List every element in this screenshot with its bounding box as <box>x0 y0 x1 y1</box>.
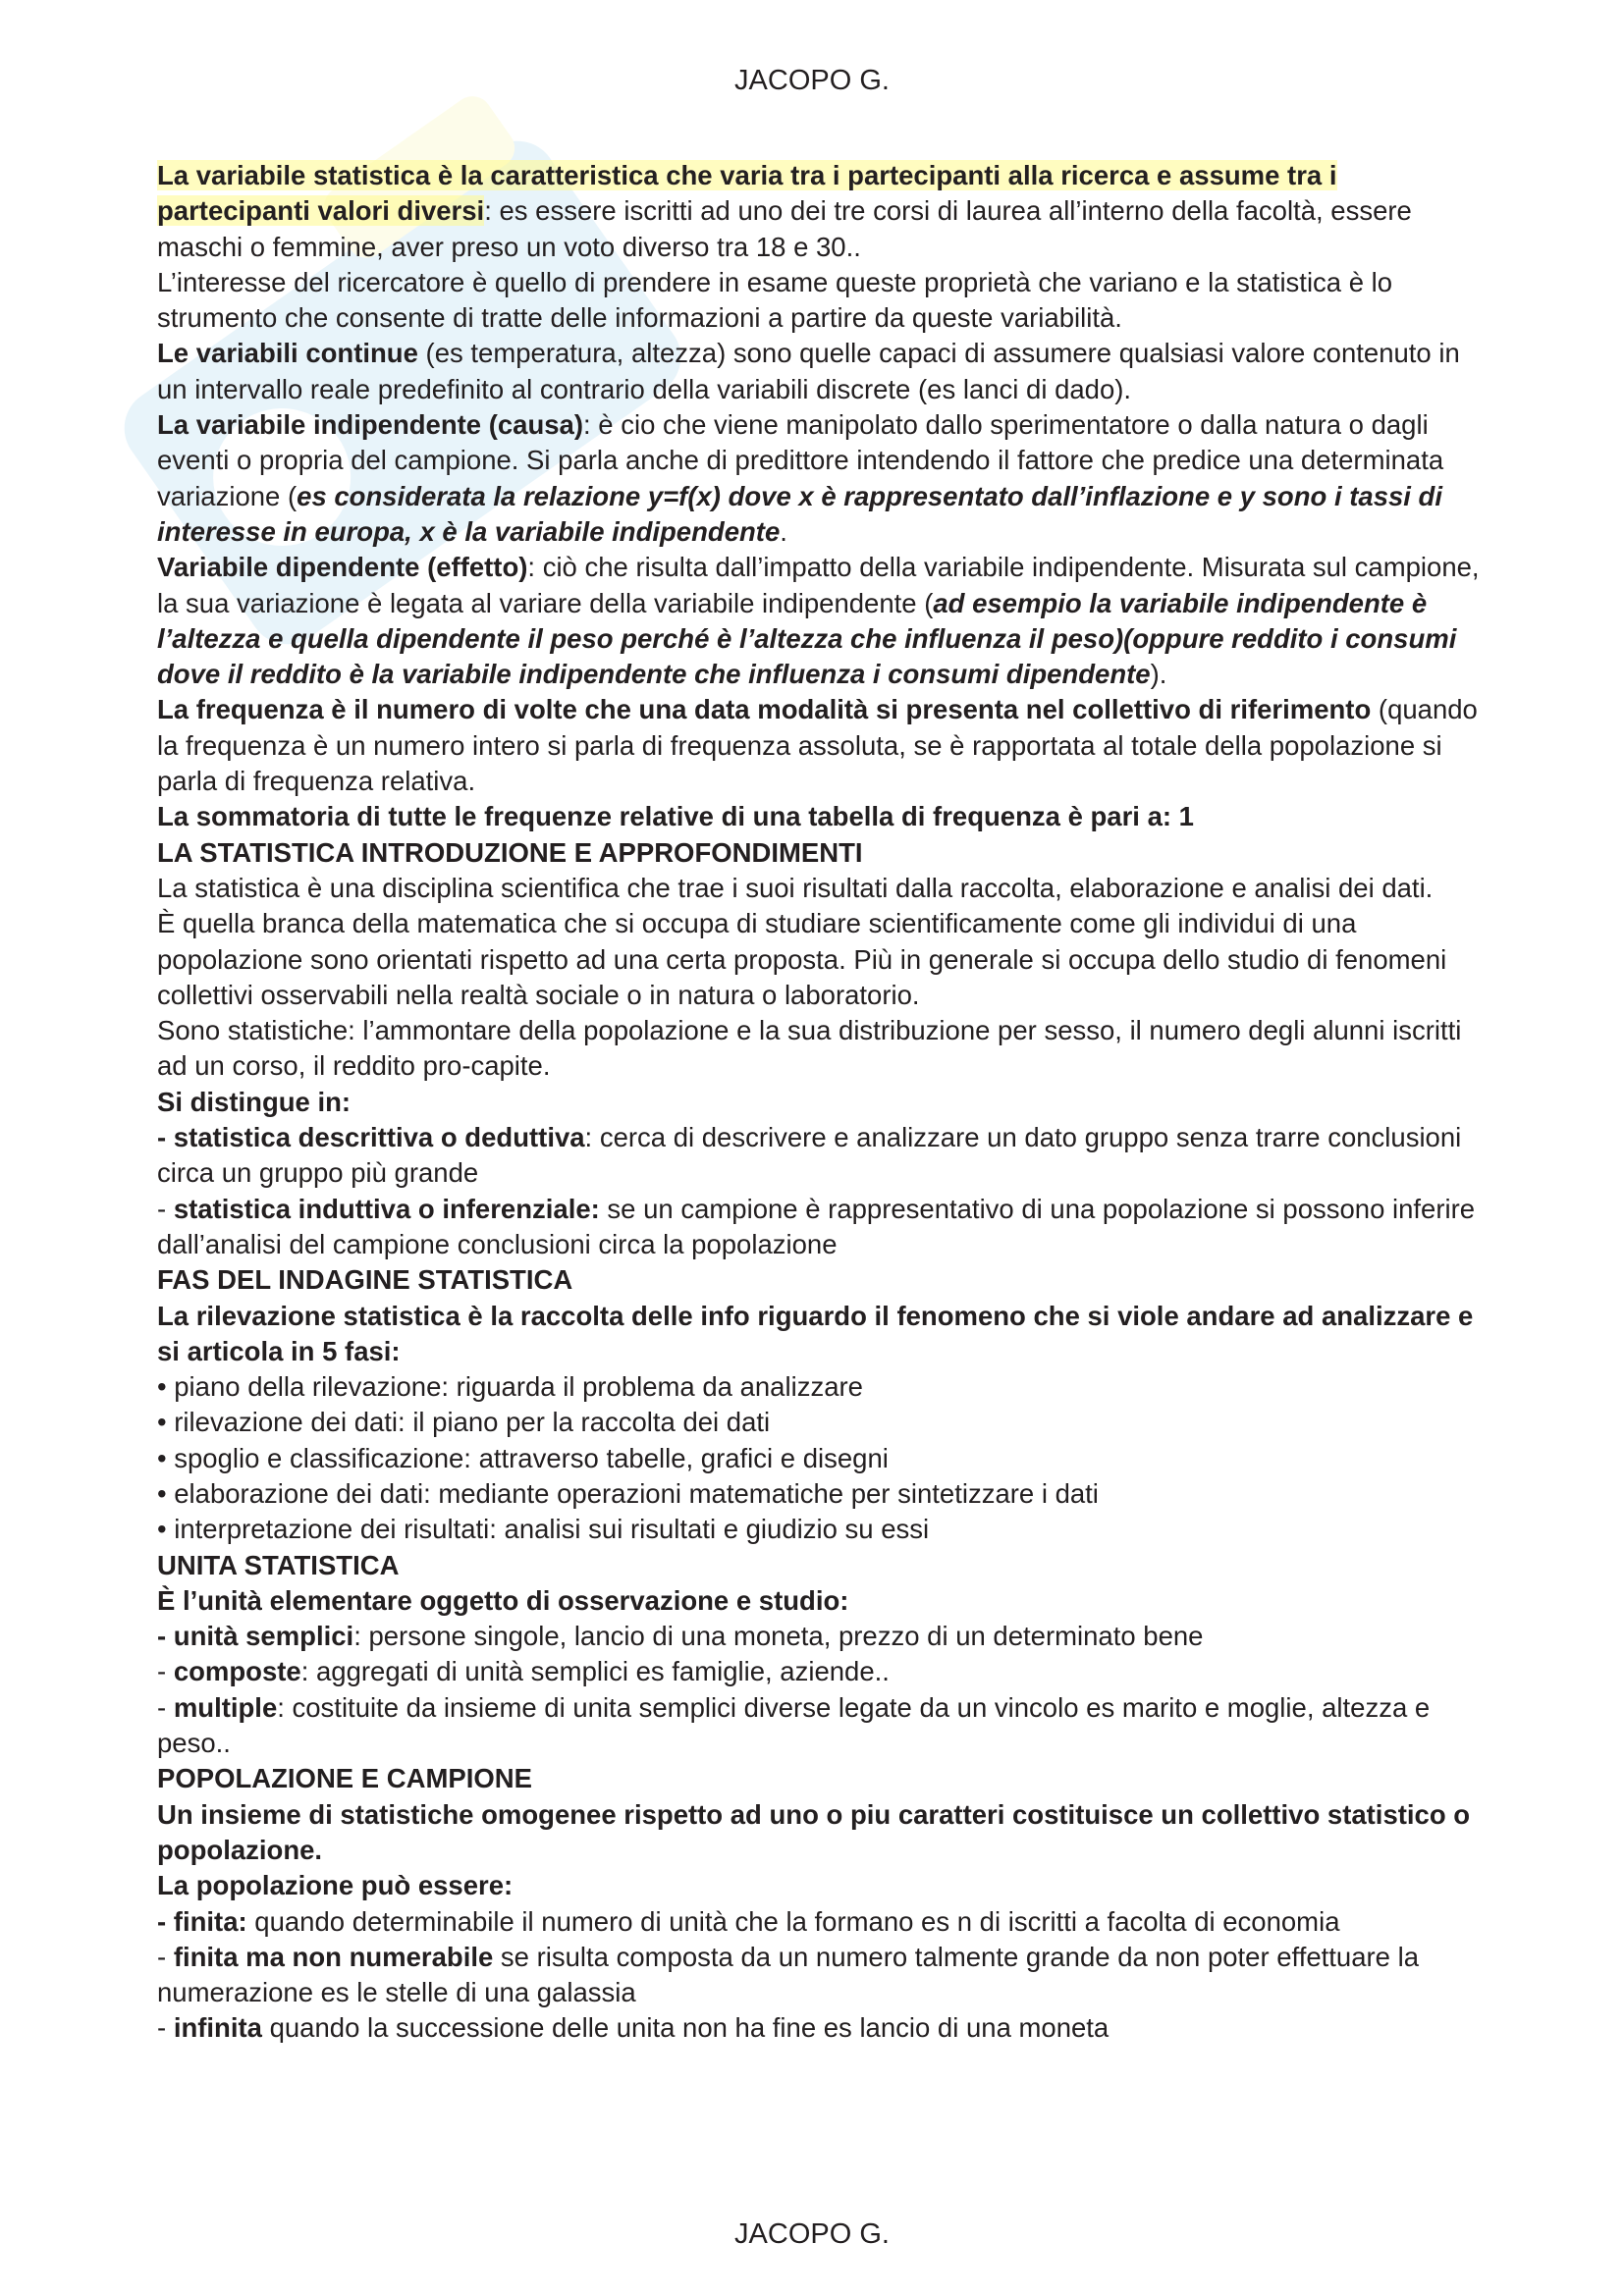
heading-text: LA STATISTICA INTRODUZIONE E APPROFONDIMENTI <box>157 836 863 868</box>
text: (es temperatura, altezza) sono quelle capaci di assumere qualsiasi valore contenuto in un intervallo reale predefinito al contrario della variabili discrete (es lanci di dado). <box>157 338 1460 404</box>
text: : cerca di descrivere e analizzare un dato gruppo senza trarre conclusioni circa un gruppo più grande <box>157 1122 1462 1189</box>
bold-text: La variabile statistica è la caratteristica che varia tra i partecipanti alla ricerca e assume tra i partecipanti valori diversi <box>157 160 1337 227</box>
bold-text: multiple <box>173 1691 278 1723</box>
text: (quando la frequenza è un numero intero si parla di frequenza assoluta, se è rapportata al totale della popolazione si parla di frequenza relativa. <box>157 694 1478 797</box>
list-item: • rilevazione dei dati: il piano per la raccolta dei dati <box>157 1407 771 1438</box>
paragraph-popolazione-puo <box>157 1868 1492 1903</box>
document-body <box>157 158 1492 2047</box>
section-heading-unita <box>157 1548 1492 1583</box>
text: : costituite da insieme di unita semplici diverse legate da un vincolo es marito e moglie, altezza e peso.. <box>157 1691 1431 1759</box>
section-heading-indagine <box>157 1262 1492 1298</box>
text: : aggregati di unità semplici es famiglie, aziende.. <box>300 1656 890 1687</box>
text: : persone singole, lancio di una moneta, prezzo di un determinato bene <box>353 1621 1204 1652</box>
paragraph-insieme <box>157 1797 1492 1869</box>
paragraph-variabile-dipendente <box>157 550 1492 692</box>
text: . <box>780 515 787 547</box>
paragraph-branca: È quella branca della matematica che si occupa di studiare scientificamente come gli individui di una popolazione sono orientati rispetto ad una certa proposta. Più in generale si occupa dello studio di fenomeni collettivi osservabili nella realtà sociale o in natura o laboratorio. <box>157 908 1447 1010</box>
text: quando determinabile il numero di unità che la formano es n di iscritti a facolta di economia <box>246 1905 1340 1937</box>
list-item: • elaborazione dei dati: mediante operazioni matematiche per sintetizzare i dati <box>157 1477 1099 1509</box>
paragraph-variabile-indipendente <box>157 407 1492 550</box>
bold-text: - statistica descrittiva o deduttiva <box>157 1122 585 1153</box>
bold-text: La rilevazione statistica è la raccolta delle info riguardo il fenomeno che si viole andare ad analizzare e si articola in 5 fasi: <box>157 1300 1474 1366</box>
heading-text: UNITA STATISTICA <box>157 1549 400 1580</box>
text: - <box>157 1193 174 1224</box>
paragraph-rilevazione <box>157 1299 1492 1370</box>
text: : ciò che risulta dall’impatto della variabile indipendente. Misurata sul campione, la sua variazione è legata al variare della variabile indipendente ( <box>157 552 1480 618</box>
text: quando la successione delle unita non ha fine es lancio di una moneta <box>261 2012 1110 2044</box>
section-heading-statistica <box>157 835 1492 871</box>
paragraph-unita-elementare <box>157 1583 1492 1619</box>
page-header: JACOPO G. <box>734 65 890 96</box>
paragraph-finita <box>157 1904 1492 1940</box>
paragraph-interesse: L’interesse del ricercatore è quello di prendere in esame queste proprietà che variano e la statistica è lo strumento che consente di tratte delle informazioni a partire da queste variabilità. <box>157 266 1393 334</box>
paragraph-infinita <box>157 2010 1492 2046</box>
bold-text: finita ma non numerabile <box>173 1941 494 1972</box>
paragraph-si-distingue <box>157 1085 1492 1120</box>
bold-text: La sommatoria di tutte le frequenze relative di una tabella di frequenza è pari a: 1 <box>157 801 1194 832</box>
bold-text: composte <box>173 1656 301 1687</box>
bold-text: infinita <box>173 2012 262 2044</box>
paragraph-variabile-statistica <box>157 158 1492 265</box>
list-item: • piano della rilevazione: riguarda il problema da analizzare <box>157 1371 863 1403</box>
page-footer: JACOPO G. <box>734 2218 890 2250</box>
bold-italic-text: ad esempio la variabile indipendente è l’altezza e quella dipendente il peso perché è l’altezza che influenza il peso)(oppure reddito i consumi dove il reddito è la variabile indipendente che influenza i consumi dipendente <box>157 587 1457 690</box>
paragraph-descrittiva <box>157 1120 1492 1192</box>
text: se risulta composta da un numero talmente grande da non poter effettuare la numerazione es le stelle di una galassia <box>157 1941 1420 2008</box>
text: - <box>157 1691 174 1723</box>
list-item: • interpretazione dei risultati: analisi sui risultati e giudizio su essi <box>157 1514 930 1545</box>
text: - <box>157 1656 174 1687</box>
paragraph-composte <box>157 1654 1492 1689</box>
list-item: • spoglio e classificazione: attraverso tabelle, grafici e disegni <box>157 1442 889 1473</box>
text: : è cio che viene manipolato dallo sperimentatore o dalla natura o dagli eventi o propria del campione. Si parla anche di predittore intendendo il fattore che predice una determinata variazione ( <box>157 409 1444 511</box>
heading-text: FAS DEL INDAGINE STATISTICA <box>157 1264 573 1296</box>
heading-text: POPOLAZIONE E CAMPIONE <box>157 1763 532 1794</box>
paragraph-non-numerabile <box>157 1940 1492 2011</box>
section-heading-popolazione <box>157 1761 1492 1796</box>
bold-text: Si distingue in: <box>157 1086 352 1117</box>
paragraph-sono-statistiche: Sono statistiche: l’ammontare della popolazione e la sua distribuzione per sesso, il numero degli alunni iscritti ad un corso, il reddito pro-capite. <box>157 1015 1462 1082</box>
bold-text: È l’unità elementare oggetto di osservazione e studio: <box>157 1584 849 1616</box>
bold-text: La frequenza è il numero di volte che una data modalità si presenta nel collettivo di riferimento <box>157 694 1372 725</box>
text: se un campione è rappresentativo di una popolazione si possono inferire dall’analisi del campione conclusioni circa la popolazione <box>157 1193 1476 1259</box>
paragraph-frequenza <box>157 692 1492 799</box>
paragraph-disciplina: La statistica è una disciplina scientifica che trae i suoi risultati dalla raccolta, elaborazione e analisi dei dati. <box>157 872 1434 903</box>
paragraph-induttiva <box>157 1192 1492 1263</box>
bold-text: - unità semplici <box>157 1621 354 1652</box>
bold-text: Un insieme di statistiche omogenee rispetto ad uno o piu caratteri costituisce un collettivo statistico o popolazione. <box>157 1798 1471 1865</box>
text: : es essere iscritti ad uno dei tre corsi di laurea all’interno della facoltà, essere maschi o femmine, aver preso un voto diverso tra 18 e 30.. <box>157 195 1412 262</box>
paragraph-sommatoria <box>157 799 1492 834</box>
paragraph-unita-semplici <box>157 1619 1492 1654</box>
bold-italic-text: es considerata la relazione y=f(x) dove x è rappresentato dall’inflazione e y sono i tassi di interesse in europa, x è la variabile indipendente <box>157 480 1442 547</box>
text: - <box>157 1941 174 1972</box>
bold-text: Variabile dipendente (effetto) <box>157 552 528 583</box>
bold-text: La popolazione può essere: <box>157 1870 514 1901</box>
bold-text: La variabile indipendente (causa) <box>157 409 584 441</box>
bold-text: Le variabili continue <box>157 338 418 369</box>
bold-text: - finita: <box>157 1905 247 1937</box>
bold-text: statistica induttiva o inferenziale: <box>173 1193 600 1224</box>
text: ). <box>1150 659 1167 690</box>
text: - <box>157 2012 174 2044</box>
paragraph-multiple <box>157 1690 1492 1762</box>
paragraph-variabili-continue <box>157 336 1492 407</box>
